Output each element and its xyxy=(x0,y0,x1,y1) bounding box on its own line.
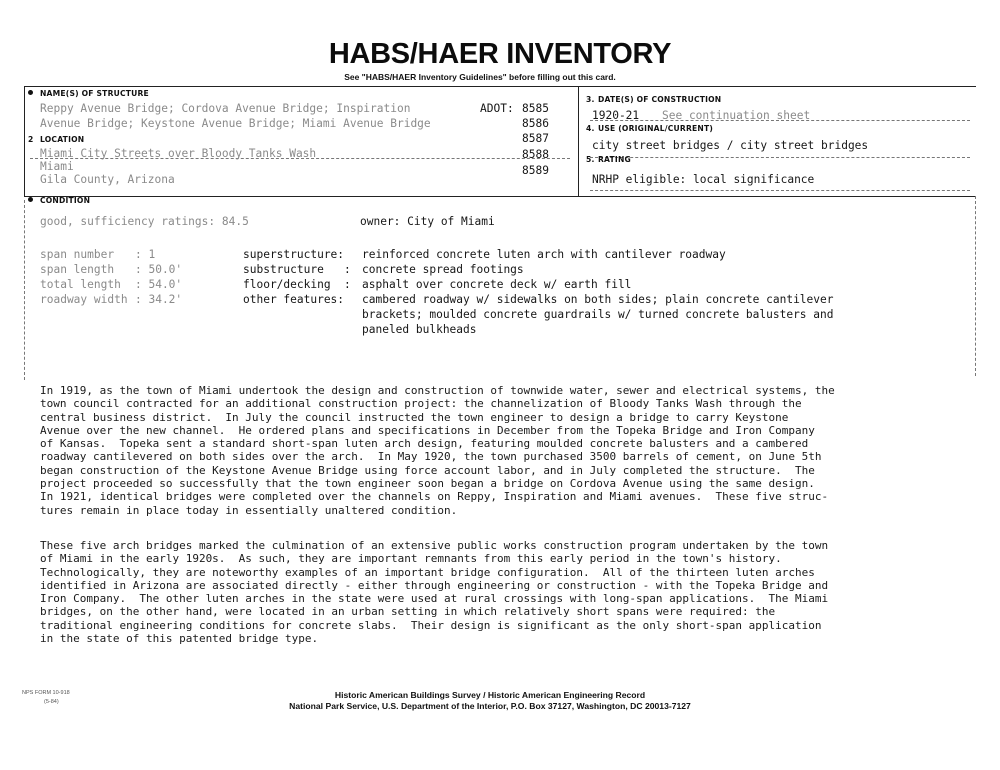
column-divider xyxy=(578,86,579,196)
feature-value: reinforced concrete luten arch with cantilever roadway xyxy=(362,248,726,261)
significance-paragraph xyxy=(40,539,960,645)
span-label: span length xyxy=(40,263,115,276)
condition-rule xyxy=(24,196,976,197)
history-line: of Kansas. Topeka sent a standard short-span luten arch design, featuring moulded concrete balusters and a cambered xyxy=(40,437,809,451)
span-label: span number xyxy=(40,248,115,261)
dates-label: DATE(S) OF CONSTRUCTION xyxy=(598,95,722,104)
history-paragraph xyxy=(40,384,960,517)
owner-value: owner: City of Miami xyxy=(360,215,495,228)
rating-number: 5. xyxy=(586,155,595,164)
location-line: Miami City Streets over Bloody Tanks Wash xyxy=(40,147,317,160)
history-line: roadway cantilevered on both sides over the arch. In May 1920, the town purchased 3500 barrels of cement, on June 5th xyxy=(40,450,822,464)
span-value: : 50.0' xyxy=(135,263,183,276)
significance-line: Iron Company. The other luten arches in the state were used at rural crossings with long-span applications. The Miami xyxy=(40,592,829,606)
significance-line: of Miami in the early 1920s. As such, they are important remnants from this early period in the town's history. xyxy=(40,552,782,566)
left-dashed-rule xyxy=(24,200,25,380)
dates-number: 3. xyxy=(586,95,595,104)
adot-number: 8585 xyxy=(522,102,549,115)
feature-value: cambered roadway w/ sidewalks on both sides; plain concrete cantilever xyxy=(362,293,834,306)
feature-value: concrete spread footings xyxy=(362,263,524,276)
use-rule xyxy=(590,157,970,158)
top-rule xyxy=(24,86,976,87)
significance-line: bridges, on the other hand, were located in an urban setting in which relatively short spans were required: the xyxy=(40,605,776,619)
form-number: NPS FORM 10-918 xyxy=(22,690,70,696)
significance-line: identified in Arizona are associated directly - either through engineering or construction - with the Topeka Bridge and xyxy=(40,578,829,592)
adot-label: ADOT: xyxy=(480,102,514,115)
footer-line-1: Historic American Buildings Survey / Historic American Engineering Record xyxy=(334,690,646,700)
rating-value: NRHP eligible: local significance xyxy=(592,173,815,186)
location-line: Gila County, Arizona xyxy=(40,173,175,186)
adot-number: 8588 xyxy=(522,148,549,161)
history-line: Avenue over the new channel. He ordered plans and specifications in December from the Topeka Bridge and Iron Company xyxy=(40,423,815,437)
footer-line-2: National Park Service, U.S. Department of the Interior, P.O. Box 37127, Washington, DC 20013-7127 xyxy=(289,701,691,711)
structure-name-line: Reppy Avenue Bridge; Cordova Avenue Bridge; Inspiration xyxy=(40,102,411,115)
dates-note: See continuation sheet xyxy=(662,109,811,122)
feature-label: substructure : xyxy=(243,263,351,276)
location-number: 2 xyxy=(28,135,34,144)
use-label: USE (ORIGINAL/CURRENT) xyxy=(598,124,713,133)
significance-line: These five arch bridges marked the culmination of an extensive public works construction program undertaken by the town xyxy=(40,539,829,552)
history-line: town council contracted for an additional construction project: the channelization of Bloody Tanks Wash through the xyxy=(40,397,802,411)
condition-value: good, sufficiency ratings: 84.5 xyxy=(40,215,249,228)
history-line: project proceeded so successfully that the town engineer soon began a bridge on Cordova Avenue using the same design. xyxy=(40,477,815,491)
location-line: Miami xyxy=(40,160,74,173)
span-value: : 34.2' xyxy=(135,293,183,306)
history-line: began construction of the Keystone Avenue Bridge using force account labor, and in July completed the structure. The xyxy=(40,463,815,477)
use-value: city street bridges / city street bridges xyxy=(592,139,869,152)
history-line: central business district. In July the council instructed the town engineer to design a bridge to carry Keystone xyxy=(40,410,789,424)
structure-name-line: Avenue Bridge; Keystone Avenue Bridge; Miami Avenue Bridge xyxy=(40,117,431,130)
location-label: LOCATION xyxy=(40,135,85,144)
significance-line: Technologically, they are noteworthy examples of an important bridge configuration. All of the thirteen luten arches xyxy=(40,565,815,579)
history-line: In 1921, identical bridges were completed over the channels on Reppy, Inspiration and Miami avenues. These five struc- xyxy=(40,490,829,504)
names-label: NAME(S) OF STRUCTURE xyxy=(40,89,149,98)
dates-value: 1920-21 xyxy=(592,109,640,122)
condition-label: CONDITION xyxy=(40,196,91,205)
feature-label: floor/decking : xyxy=(243,278,351,291)
span-value: : 54.0' xyxy=(135,278,183,291)
feature-label: other features: xyxy=(243,293,345,306)
feature-continuation: brackets; moulded concrete guardrails w/ turned concrete balusters and xyxy=(362,308,834,321)
history-line: tures remain in place today in essentially unaltered condition. xyxy=(40,503,458,517)
rating-label: RATING xyxy=(598,155,631,164)
right-dashed-rule xyxy=(975,196,976,376)
span-label: total length xyxy=(40,278,121,291)
page-subtitle: See "HABS/HAER Inventory Guidelines" before filling out this card. xyxy=(344,72,616,82)
bullet-icon xyxy=(28,90,33,95)
bullet-icon xyxy=(28,197,33,202)
significance-line: in the state of this patented bridge type. xyxy=(40,632,319,646)
history-line: In 1919, as the town of Miami undertook the design and construction of townwide water, sewer and electrical systems, the xyxy=(40,384,835,397)
span-label: roadway width xyxy=(40,293,128,306)
rating-rule xyxy=(590,190,970,191)
form-date: (5-84) xyxy=(44,699,59,705)
significance-line: traditional engineering conditions for concrete slabs. Their design is significant as the only short-span application xyxy=(40,618,822,632)
use-number: 4. xyxy=(586,124,595,133)
left-rule-top xyxy=(24,86,25,196)
adot-number: 8589 xyxy=(522,164,549,177)
span-value: : 1 xyxy=(135,248,156,261)
page-title: HABS/HAER INVENTORY xyxy=(328,38,672,70)
adot-number: 8586 xyxy=(522,117,549,130)
feature-label: superstructure: xyxy=(243,248,345,261)
adot-number: 8587 xyxy=(522,132,549,145)
feature-continuation: paneled bulkheads xyxy=(362,323,477,336)
feature-value: asphalt over concrete deck w/ earth fill xyxy=(362,278,632,291)
